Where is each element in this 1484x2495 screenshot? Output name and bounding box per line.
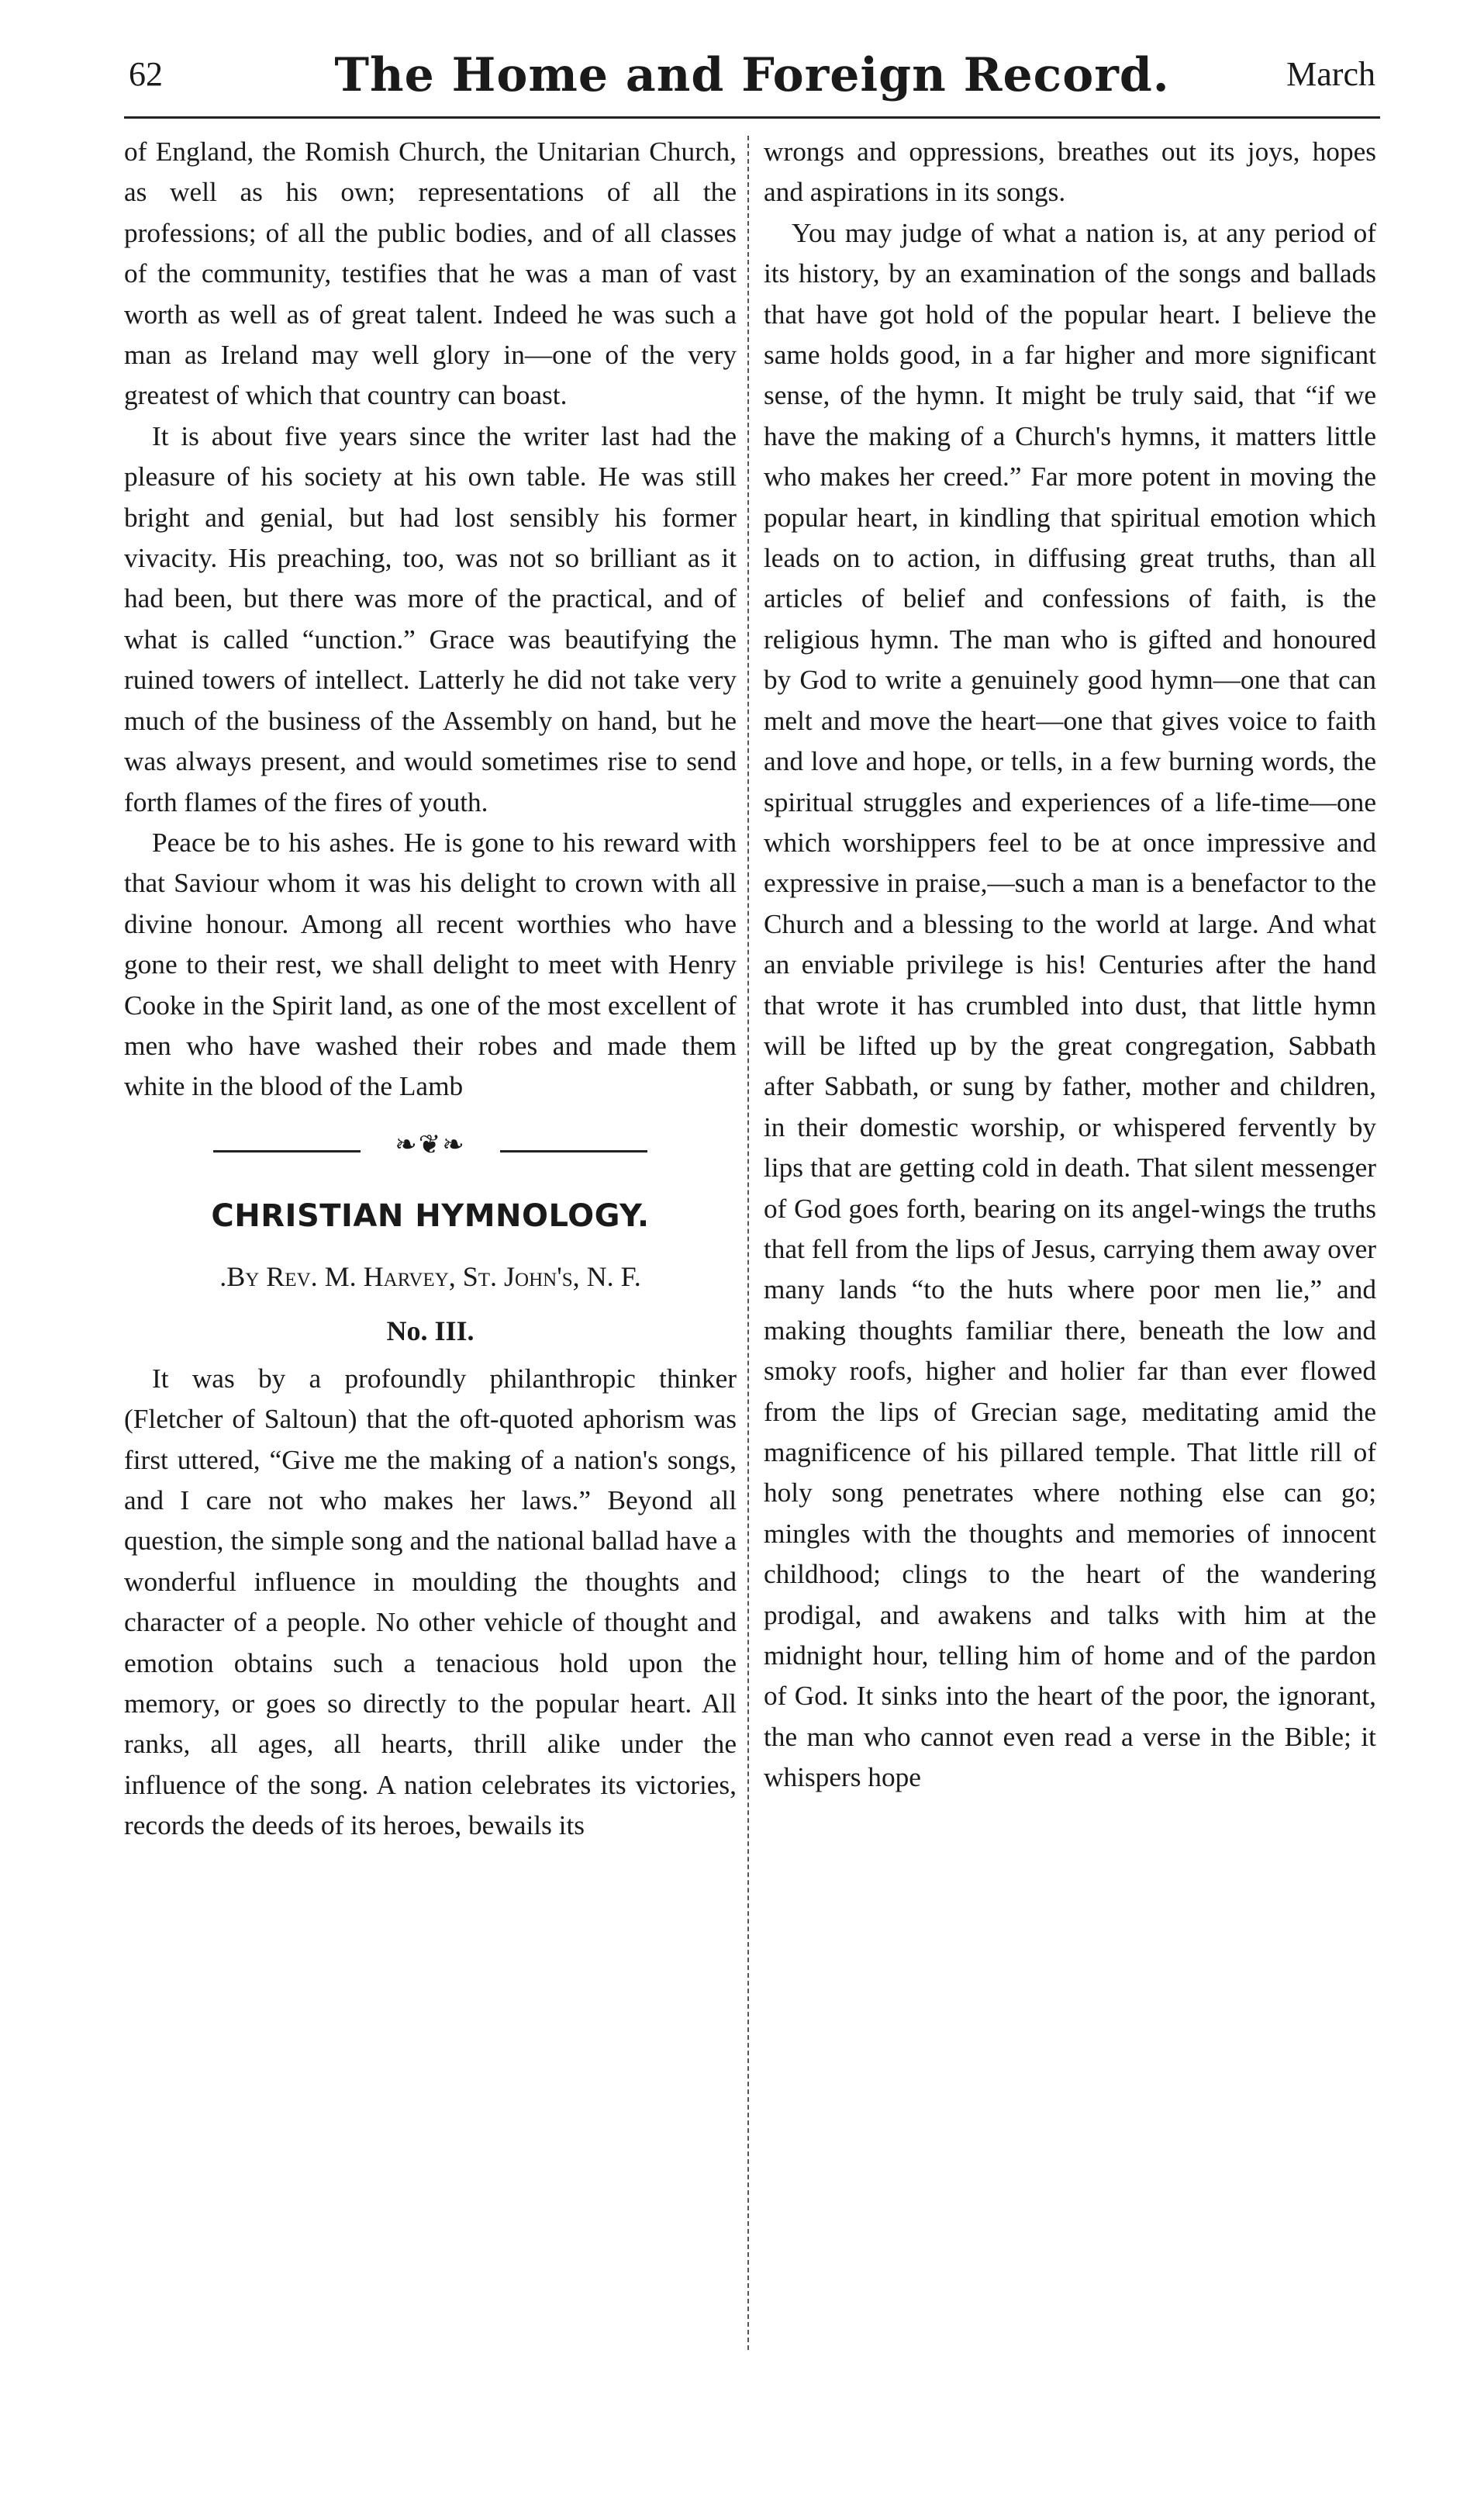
issue-month: March [1286,55,1375,93]
header-rule [124,116,1380,119]
ornament-flourish: ❧❦❧ [395,1128,466,1160]
ornament-line-left [213,1150,361,1152]
journal-title: The Home and Foreign Record. [334,48,1170,102]
article-number: No. III. [386,1315,475,1346]
left-paragraph-3: Peace be to his ashes. He is gone to his reward with that Saviour whom it was his delight to crown with all divine honour. Among all recent worthies who have gone to their rest, we shall delight to meet with Henry Cooke in the Spirit land, as one of the most excellent of men who have washed their robes and made them white in the blood of the Lamb [124,827,737,1102]
page-number: 62 [129,55,163,93]
left-paragraph-4: It was by a profoundly philanthropic thinker (Fletcher of Saltoun) that the oft-quoted aphorism was first uttered, “Give me the making of a nation's songs, and I care not who makes her laws.” Beyond all question, the simple song and the national ballad have a wonderful influence in moulding the thoughts and character of a people. No other vehicle of thought and emotion obtains such a tenacious hold upon the memory, or goes so directly to the popular heart. All ranks, all ages, all hearts, thrill alike under the influence of the song. A nation celebrates its victories, records the deeds of its heroes, bewails its [124,1363,737,1841]
article-title: CHRISTIAN HYMNOLOGY. [211,1197,650,1234]
column-divider [747,136,749,2350]
running-header [124,47,1380,109]
section-ornament [213,1128,647,1160]
article-byline: .By Rev. M. Harvey, St. John's, N. F. [219,1260,641,1292]
right-column [764,132,1376,1799]
left-paragraph-2: It is about five years since the writer last had the pleasure of his society at his own table. He was still bright and genial, but had lost sensibly his former vivacity. His preaching, too, was not so brilliant as it had been, but there was more of the practical, and of what is called “unction.” Grace was beautifying the ruined towers of intellect. Latterly he did not take very much of the business of the Assembly on hand, but he was always present, and would sometimes rise to send forth flames of the fires of youth. [124,420,737,817]
ornament-line-right [500,1150,647,1152]
right-paragraph-1: wrongs and oppressions, breathes out its joys, hopes and aspirations in its songs. [764,136,1376,208]
left-column [124,132,737,1847]
left-paragraph-1: of England, the Romish Church, the Unitarian Church, as well as his own; representations of all the professions; of all the public bodies, and of all classes of the community, testifies that he was a man of vast worth as well as of great talent. Indeed he was such a man as Ireland may well glory in—one of the very greatest of which that country can boast. [124,136,737,411]
right-paragraph-2: You may judge of what a nation is, at any period of its history, by an examination of the songs and ballads that have got hold of the popular heart. I believe the same holds good, in a far higher and more significant sense, of the hymn. It might be truly said, that “if we have the making of a Church's hymns, it matters little who makes her creed.” Far more potent in moving the popular heart, in kindling that spiritual emotion which leads on to action, in diffusing great truths, than all articles of belief and confessions of faith, is the religious hymn. The man who is gifted and honoured by God to write a genuinely good hymn—one that can melt and move the heart—one that gives voice to faith and love and hope, or tells, in a few burning words, the spiritual struggles and experiences of a life-time—one which worshippers feel to be at once impressive and expressive in praise,—such a man is a benefactor to the Church and a blessing to the world at large. And what an enviable privilege is his! Centuries after the hand that wrote it has crumbled into dust, that little hymn will be lifted up by the great congregation, Sabbath after Sabbath, or sung by father, mother and children, in their domestic worship, or whispered fervently by lips that are getting cold in death. That silent messenger of God goes forth, bearing on its angel-wings the truths that fell from the lips of Jesus, carrying them away over many lands “to the huts where poor men lie,” and making thoughts familiar there, beneath the low and smoky roofs, higher and holier far than ever flowed from the lips of Grecian sage, meditating amid the magnificence of his pillared temple. That little rill of holy song penetrates where nothing else can go; mingles with the thoughts and memories of innocent childhood; clings to the heart of the wandering prodigal, and awakens and talks with him at the midnight hour, telling him of home and of the pardon of God. It sinks into the heart of the poor, the ignorant, the man who cannot even read a verse in the Bible; it whispers hope [764,217,1376,1793]
